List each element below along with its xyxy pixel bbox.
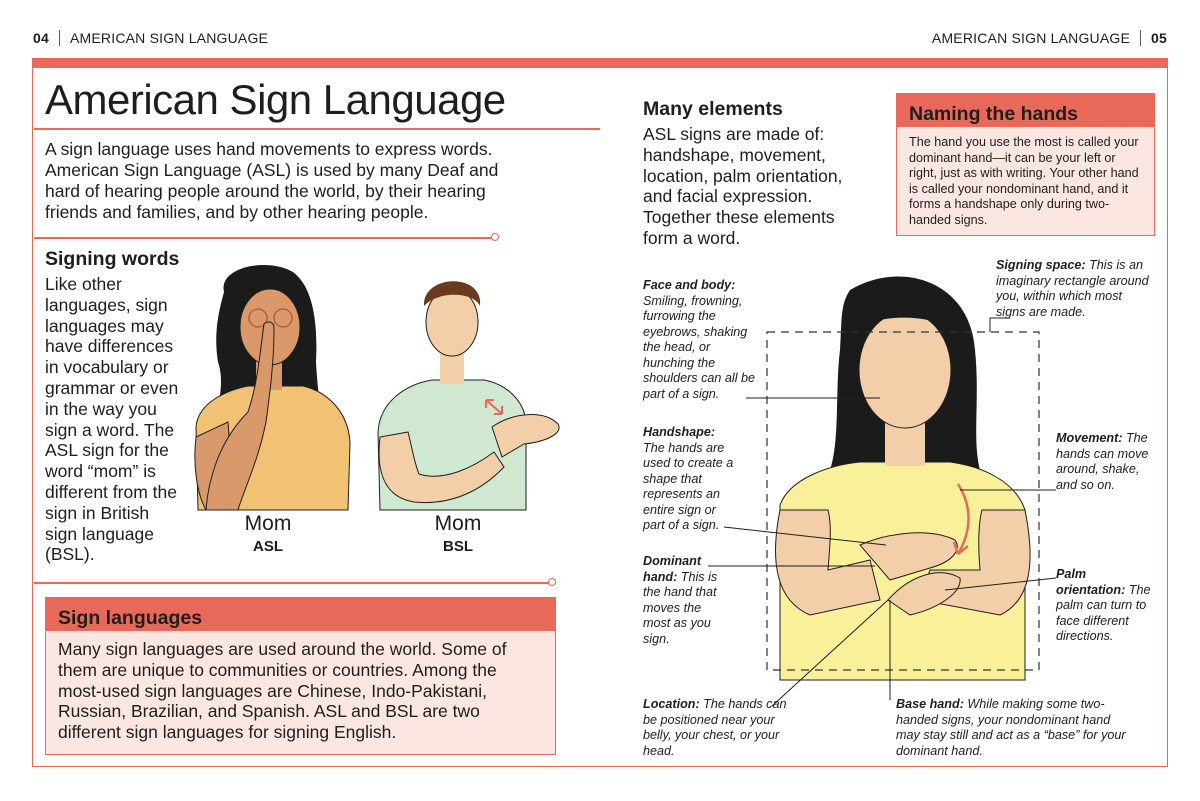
annotation-text: Smiling, frowning, furrowing the eyebrows, shaking the head, or hunching the shoulders can all be part of a sign. — [643, 293, 756, 401]
annotation-term: Signing space: — [996, 258, 1086, 272]
left-page-number: 04 — [33, 30, 49, 46]
annotation-text: This is an imaginary rectangle around you, within which most signs are made. — [996, 258, 1149, 319]
signing-words-heading: Signing words — [45, 248, 180, 270]
intro-paragraph: A sign language uses hand movements to express words. American Sign Language (ASL) is used by many Deaf and hard of hearing people around the world, by their hearing friends and families, and by other hearing people. — [45, 139, 499, 222]
annotation-text: This is the hand that moves the most as you sign. — [643, 569, 718, 646]
naming-hands-heading: Naming the hands — [897, 94, 1154, 127]
annotation-term: Location: — [643, 697, 700, 711]
annotation-term: Dominant hand: — [643, 554, 702, 584]
right-running-title: AMERICAN SIGN LANGUAGE — [931, 30, 1131, 46]
right-page-number: 05 — [1151, 30, 1167, 46]
many-elements-text: ASL signs are made of: handshape, movement, location, palm orientation, and facial expression. Together these elements form a word. — [643, 124, 843, 248]
annotation-term: Palm orientation: — [1056, 567, 1126, 597]
annotation-term: Base hand: — [896, 697, 964, 711]
bsl-caption-language: BSL — [443, 538, 473, 555]
left-running-title: AMERICAN SIGN LANGUAGE — [69, 30, 269, 46]
naming-hands-text: The hand you use the most is called your dominant hand—it can be your left or right, just as with writing. Your other hand is called your nondominant hand, and it forms a handshape only during two-handed signs. — [909, 135, 1139, 227]
bsl-caption-word: Mom — [434, 512, 482, 535]
signing-words-text: Like other languages, sign languages may have differences in vocabulary or grammar or even in the way you sign a word. The ASL sign for the word “mom” is different from the sign in British sign language (BSL). — [45, 274, 179, 565]
asl-caption-word: Mom — [244, 512, 292, 535]
annotation-term: Movement: — [1056, 431, 1123, 445]
asl-caption-language: ASL — [253, 538, 283, 555]
page-title: American Sign Language — [45, 76, 506, 123]
annotation-term: Handshape: — [643, 425, 716, 439]
annotation-text: While making some two-handed signs, your nondominant hand may stay still and act as a “base” for your dominant hand. — [896, 697, 1126, 758]
sign-languages-text: Many sign languages are used around the world. Some of them are unique to communities or countries. Among the most-used sign languages are Chinese, Indo-Pakistani, Russian, Brazilian, and Spanish. ASL and BSL are two different sign languages for signing English. — [58, 639, 507, 743]
many-elements-heading: Many elements — [643, 98, 783, 120]
sign-languages-heading: Sign languages — [46, 598, 555, 631]
annotation-text: The hands are used to create a shape that represents an entire sign or part of a sign. — [643, 440, 734, 532]
annotation-term: Face and body: — [643, 278, 736, 292]
annotation-text: The hands can be positioned near your belly, your chest, or your head. — [643, 697, 787, 758]
annotation-text: The hands can move around, shake, and so on. — [1056, 431, 1149, 492]
annotation-text: The palm can turn to face different directions. — [1056, 582, 1151, 643]
